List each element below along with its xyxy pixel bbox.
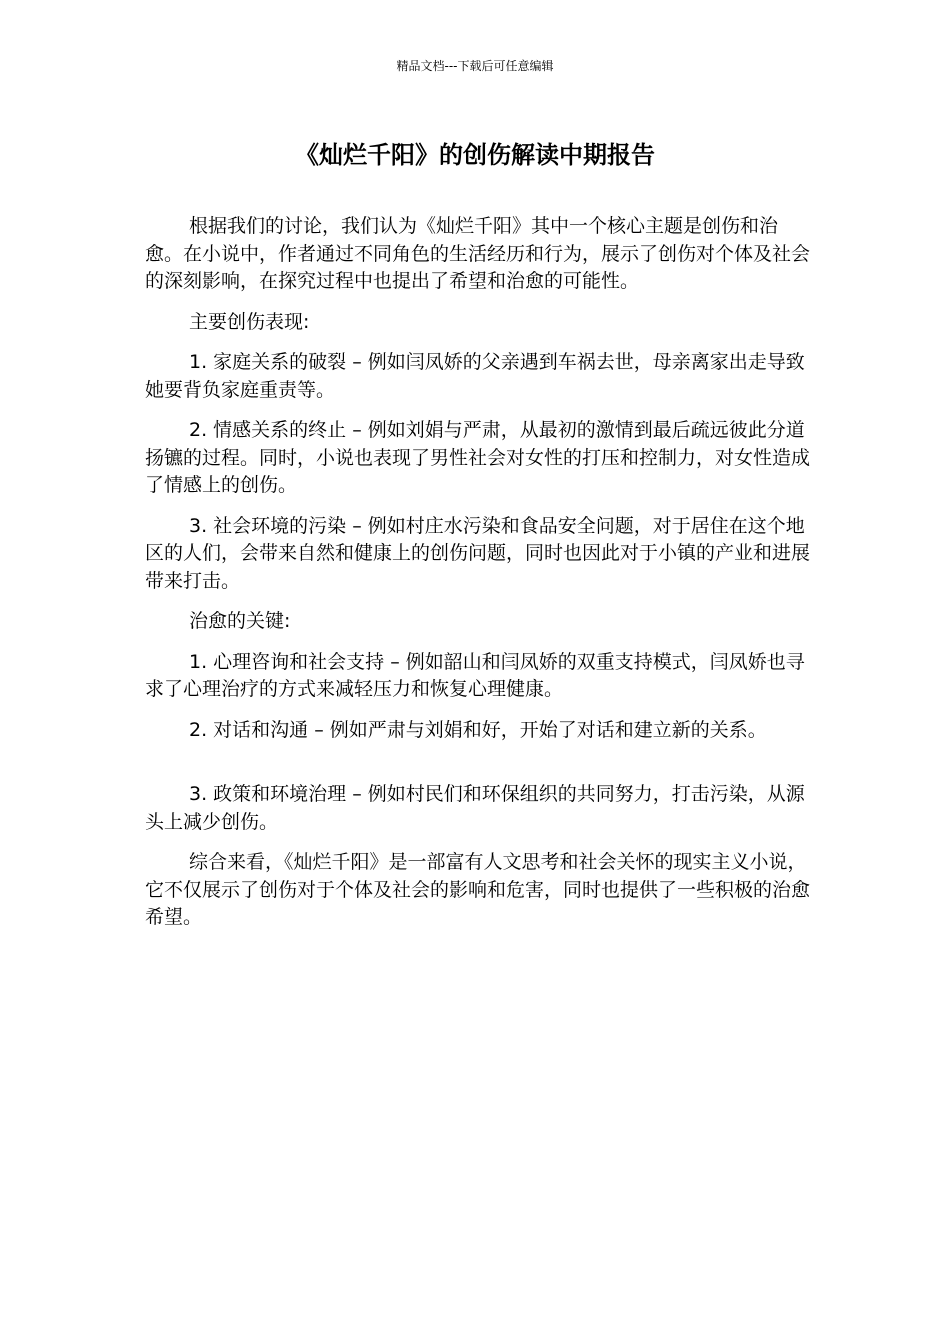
healing-item-1: 1. 心理咨询和社会支持 – 例如韶山和闫凤娇的双重支持模式，闫凤娇也寻求了心理治疗的方式来减轻压力和恢复心理健康。 <box>145 650 805 700</box>
trauma-item-3: 3. 社会环境的污染 – 例如村庄水污染和食品安全问题，对于居住在这个地区的人们，会带来自然和健康上的创伤问题，同时也因此对于小镇的产业和进展带来打击。 <box>145 514 811 592</box>
healing-item-3: 3. 政策和环境治理 – 例如村民们和环保组织的共同努力，打击污染，从源头上减少创伤。 <box>145 783 805 833</box>
trauma-item-1: 1. 家庭关系的破裂 – 例如闫凤娇的父亲遇到车祸去世，母亲离家出走导致她要背负家庭重责等。 <box>145 351 805 401</box>
document-title: 《灿烂千阳》的创伤解读中期报告 <box>295 141 655 169</box>
trauma-item-2: 2. 情感关系的终止 – 例如刘娟与严肃，从最初的激情到最后疏远彼此分道扬镳的过程。同时，小说也表现了男性社会对女性的打压和控制力，对女性造成了情感上的创伤。 <box>145 419 811 496</box>
intro-paragraph: 根据我们的讨论，我们认为《灿烂千阳》其中一个核心主题是创伤和治愈。在小说中，作者通过不同角色的生活经历和行为，展示了创伤对个体及社会的深刻影响，在探究过程中也提出了希望和治愈的可能性。 <box>145 215 811 292</box>
header-note: 精品文档---下载后可任意编辑 <box>396 59 554 73</box>
section-heading-trauma: 主要创伤表现: <box>189 310 310 333</box>
section-heading-healing: 治愈的关键: <box>189 610 291 632</box>
document-body <box>145 213 813 945</box>
healing-item-2: 2. 对话和沟通 – 例如严肃与刘娟和好，开始了对话和建立新的关系。 <box>189 718 767 741</box>
conclusion-paragraph: 综合来看，《灿烂千阳》是一部富有人文思考和社会关怀的现实主义小说，它不仅展示了创伤对于个体及社会的影响和危害，同时也提供了一些积极的治愈希望。 <box>145 851 811 928</box>
